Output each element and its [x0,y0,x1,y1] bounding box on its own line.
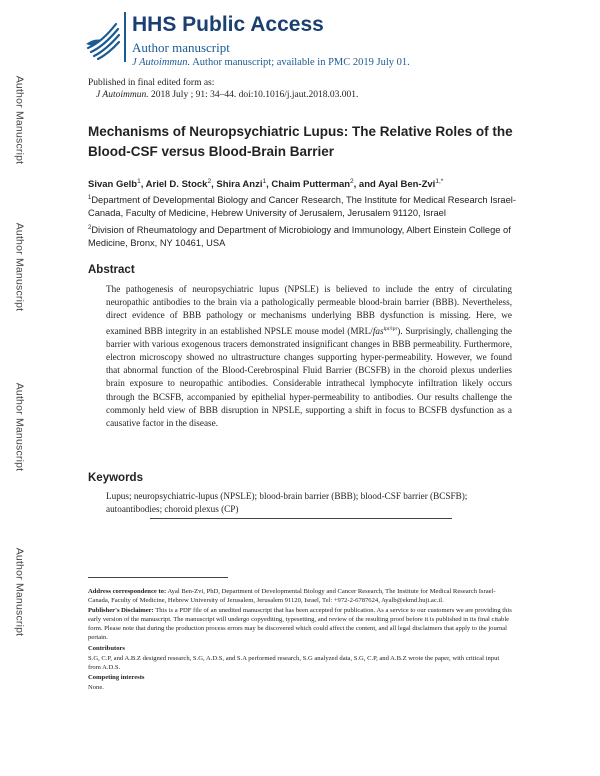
author-affiliation-mark: 2 [350,178,354,185]
keywords-heading: Keywords [88,472,143,484]
header-divider [124,12,126,62]
citation: J Autoimmun. 2018 July ; 91: 34–44. doi:10.1016/j.jaut.2018.03.001. [96,90,359,100]
contributors-text: S.G, C.P, and A.B.Z designed research, S.G, A.D.S, and S.A performed research, S.G analyzed data, S.G, C.P, and A.B.Z wrote the paper, with critical input from A.D.S. [88,654,500,671]
author-name: Shira Anzi [216,179,263,191]
author-name: Ariel D. Stock [145,179,208,191]
hhs-eagle-logo-icon [84,14,122,60]
disclaimer-note: Publisher's Disclaimer: This is a PDF file of an unedited manuscript that has been accepted for publication. As a service to our customers we are providing this early version of the manuscript. The manuscript will undergo copyediting, typesetting, and review of the resulting proof before it is published in its final citable form. Please note that during the production process errors may be discovered which could affect the content, and all legal disclaimers that apply to the journal pertain. [88,607,512,642]
side-label-1: Author Manuscript [13,75,26,165]
author-separator: , [266,179,272,191]
header-journal: J Autoimmun. [132,57,191,68]
abstract-text: The pathogenesis of neuropsychiatric lupus (NPSLE) is believed to include the entry of circulating neuropathic antibodies to the brain via a pathologically permeable blood-brain barrier (BBB). Nevertheless, direct evidence of BBB pathology or mechanisms underlying BBB dysfunction is missing. Here, we examined BBB integrity in an established NPSLE mouse model (MRL/fas$^{lpr/lpr}$). Surprisingly, challenging the barrier with various exogenous tracers demonstrated insignificant changes in BBB permeability. Furthermore, electron microscopy showed no ultrastructure changes supporting hyper-permeability. However, we found that abnormal function of the Blood-Cerebrospinal Fluid Barrier (BCSFB) in the choroid plexus underlies brain exposure to neuropathic antibodies. Considerable intrathecal lymphocyte infiltration likely occurs through the BCSFB, accompanied by epithelial hyper-permeability to antibodies. Our results challenge the commonly held view of BBB disruption in NPSLE, supporting a shift in focus to BCSFB dysfunction as a causative factor in the disease. [106,284,512,429]
abstract-heading: Abstract [88,264,135,276]
paper-title: Mechanisms of Neuropsychiatric Lupus: The Relative Roles of the Blood-CSF versus Blood-Brain Barrier [88,124,513,159]
footnotes [88,587,512,693]
interests-heading: Competing interests [88,673,145,681]
keywords-divider [150,518,452,519]
header-availability: J Autoimmun. Author manuscript; available in PMC 2019 July 01. [132,57,410,68]
author-affiliation-mark: 1 [262,178,267,185]
interests-text: None. [88,683,104,691]
author-name: Chaim Putterman [271,179,351,191]
author-affiliation-mark: 1,* [435,178,444,185]
author-separator: , [211,179,217,191]
author-affiliation-mark: 1 [137,178,141,185]
keywords-text: Lupus; neuropsychiatric-lupus (NPSLE); blood-brain barrier (BBB); blood-CSF barrier (BCSFB); autoantibodies; choroid plexus (CP) [106,491,468,514]
affiliation-2: $^2$Division of Rheumatology and Department of Microbiology and Immunology, Albert Einstein College of Medicine, Bronx, NY 10461, USA [88,225,511,249]
side-label-2: Author Manuscript [13,222,26,312]
correspondence-note: Address correspondence to: Ayal Ben-Zvi, PhD, Department of Developmental Biology and Cancer Research, The Institute for Medical Research Israel-Canada, Faculty of Medicine, Hebrew University of Jerusalem, Jerusalem 91120, Israel, Tel: +972-2-6787624, Ayalb@ekmd.huji.ac.il. [88,588,496,605]
author-name: Sivan Gelb [88,179,138,191]
author-separator: , [140,179,146,191]
header-title: HHS Public Access [132,13,324,36]
footnote-divider [88,577,228,578]
affiliation-1: $^1$Department of Developmental Biology and Cancer Research, The Institute for Medical Research Israel-Canada, Faculty of Medicine, Hebrew University of Jerusalem, Jerusalem 91120, Israel [88,195,516,219]
header-subtitle: Author manuscript [132,40,230,55]
author-separator: , and [353,179,379,191]
author-list [88,178,443,190]
published-label: Published in final edited form as: [88,78,215,88]
contributors-heading: Contributors [88,644,125,652]
author-affiliation-mark: 2 [207,178,212,185]
side-label-3: Author Manuscript [13,382,26,472]
author-name: Ayal Ben-Zvi [378,179,436,191]
side-label-4: Author Manuscript [13,547,26,637]
